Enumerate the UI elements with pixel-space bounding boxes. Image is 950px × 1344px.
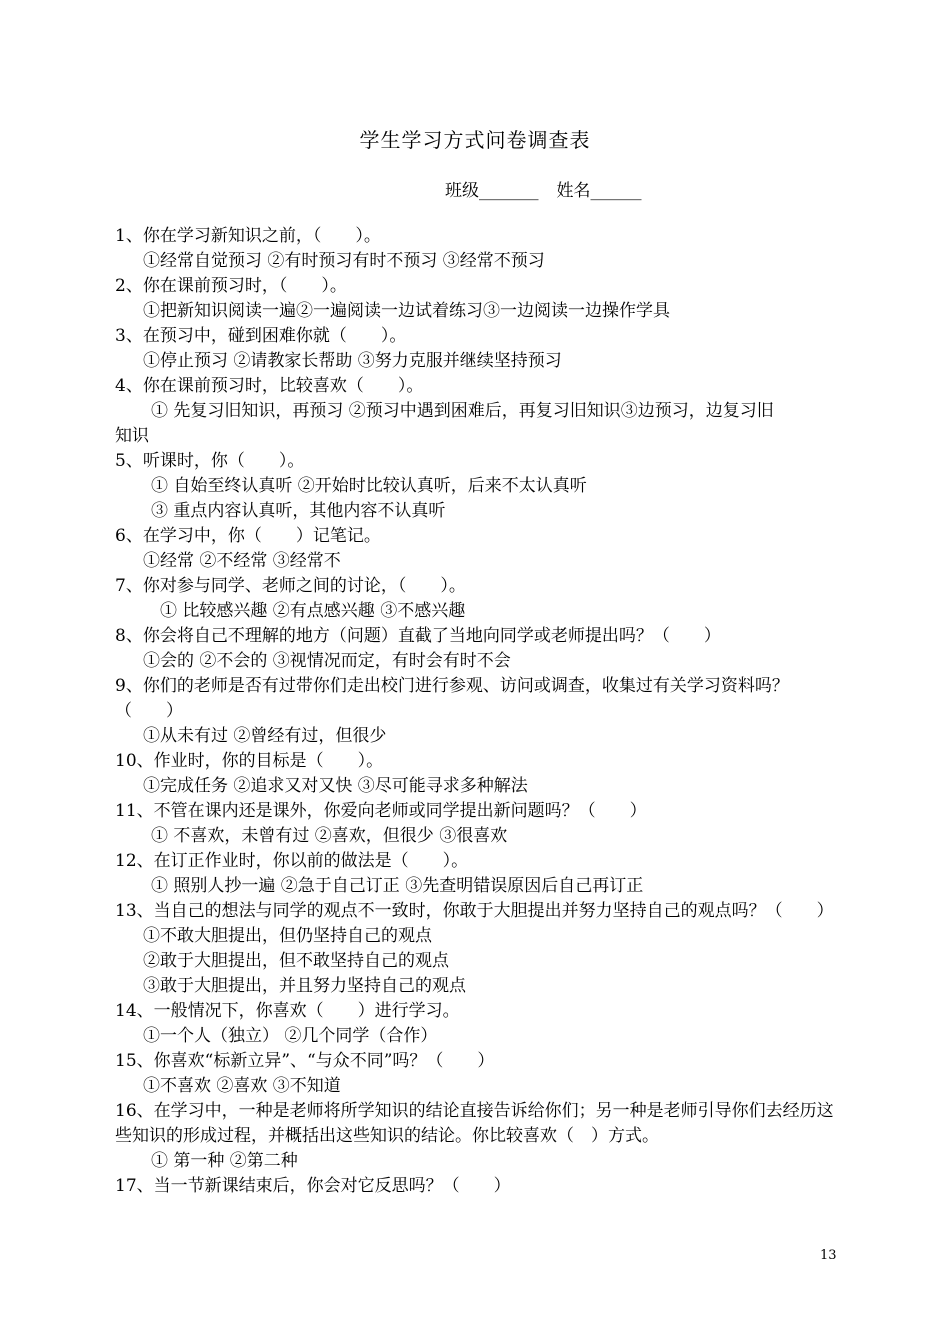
options-6: ①经常 ②不经常 ③经常不 [143,551,341,571]
question-2: 2、你在课前预习时，（ ）。 [115,276,347,296]
question-6: 6、在学习中，你（ ）记笔记。 [115,526,381,546]
question-14: 14、一般情况下，你喜欢（ ）进行学习。 [115,1001,460,1021]
options-2: ①把新知识阅读一遍②一遍阅读一边试着练习③一边阅读一边操作学具 [143,301,670,321]
question-5: 5、听课时，你（ ）。 [115,451,305,471]
question-list [115,224,840,1199]
options-9: ①从未有过 ②曾经有过，但很少 [143,726,387,746]
question-17: 17、当一节新课结束后，你会对它反思吗？（ ） [115,1176,511,1196]
options-11: ① 不喜欢，未曾有过 ②喜欢，但很少 ③很喜欢 [151,826,508,846]
question-1: 1、你在学习新知识之前，（ ）。 [115,226,381,246]
options-12: ① 照别人抄一遍 ②急于自己订正 ③先查明错误原因后自己再订正 [151,876,644,896]
options-8: ①会的 ②不会的 ③视情况而定，有时会有时不会 [143,651,511,671]
options-5b: ③ 重点内容认真听，其他内容不认真听 [151,501,446,521]
options-14: ①一个人（独立） ②几个同学（合作） [143,1026,438,1046]
options-4-cont: 知识 [115,426,149,446]
question-15: 15、你喜欢“标新立异”、“与众不同”吗？（ ） [115,1051,495,1071]
options-3: ①停止预习 ②请教家长帮助 ③努力克服并继续坚持预习 [143,351,562,371]
question-4: 4、你在课前预习时，比较喜欢（ ）。 [115,376,424,396]
options-13b: ②敢于大胆提出，但不敢坚持自己的观点 [143,951,449,971]
question-13: 13、当自己的想法与同学的观点不一致时，你敢于大胆提出并努力坚持自己的观点吗？（ ） [115,901,834,921]
options-4: ① 先复习旧知识，再预习 ②预习中遇到困难后，再复习旧知识③边预习，边复习旧 [151,401,774,421]
name-label: 姓名______ [556,181,642,201]
class-name-line [445,176,642,201]
options-10: ①完成任务 ②追求又对又快 ③尽可能寻求多种解法 [143,776,528,796]
options-16: ① 第一种 ②第二种 [151,1151,298,1171]
options-1: ①经常自觉预习 ②有时预习有时不预习 ③经常不预习 [143,251,545,271]
page-number: 13 [820,1248,837,1263]
question-8: 8、你会将自己不理解的地方（问题）直截了当地向同学或老师提出吗？（ ） [115,626,721,646]
options-13a: ①不敢大胆提出，但仍坚持自己的观点 [143,926,432,946]
question-10: 10、作业时，你的目标是（ ）。 [115,751,384,771]
question-3: 3、在预习中，碰到困难你就（ ）。 [115,326,407,346]
options-5a: ① 自始至终认真听 ②开始时比较认真听，后来不太认真听 [151,476,587,496]
question-9: 9、你们的老师是否有过带你们走出校门进行参观、访问或调查，收集过有关学习资料吗？（ ） [115,676,789,721]
options-15: ①不喜欢 ②喜欢 ③不知道 [143,1076,341,1096]
class-label: 班级_______ [445,181,539,201]
question-16: 16、在学习中，一种是老师将所学知识的结论直接告诉给你们；另一种是老师引导你们去经历这些知识的形成过程，并概括出这些知识的结论。你比较喜欢（ ）方式。 [115,1101,834,1146]
page-title: 学生学习方式问卷调查表 [359,128,591,152]
question-11: 11、不管在课内还是课外，你爱向老师或同学提出新问题吗？（ ） [115,801,647,821]
options-13c: ③敢于大胆提出，并且努力坚持自己的观点 [143,976,466,996]
question-12: 12、在订正作业时，你以前的做法是（ ）。 [115,851,469,871]
question-7: 7、你对参与同学、老师之间的讨论，（ ）。 [115,576,466,596]
options-7: ① 比较感兴趣 ②有点感兴趣 ③不感兴趣 [160,601,466,621]
